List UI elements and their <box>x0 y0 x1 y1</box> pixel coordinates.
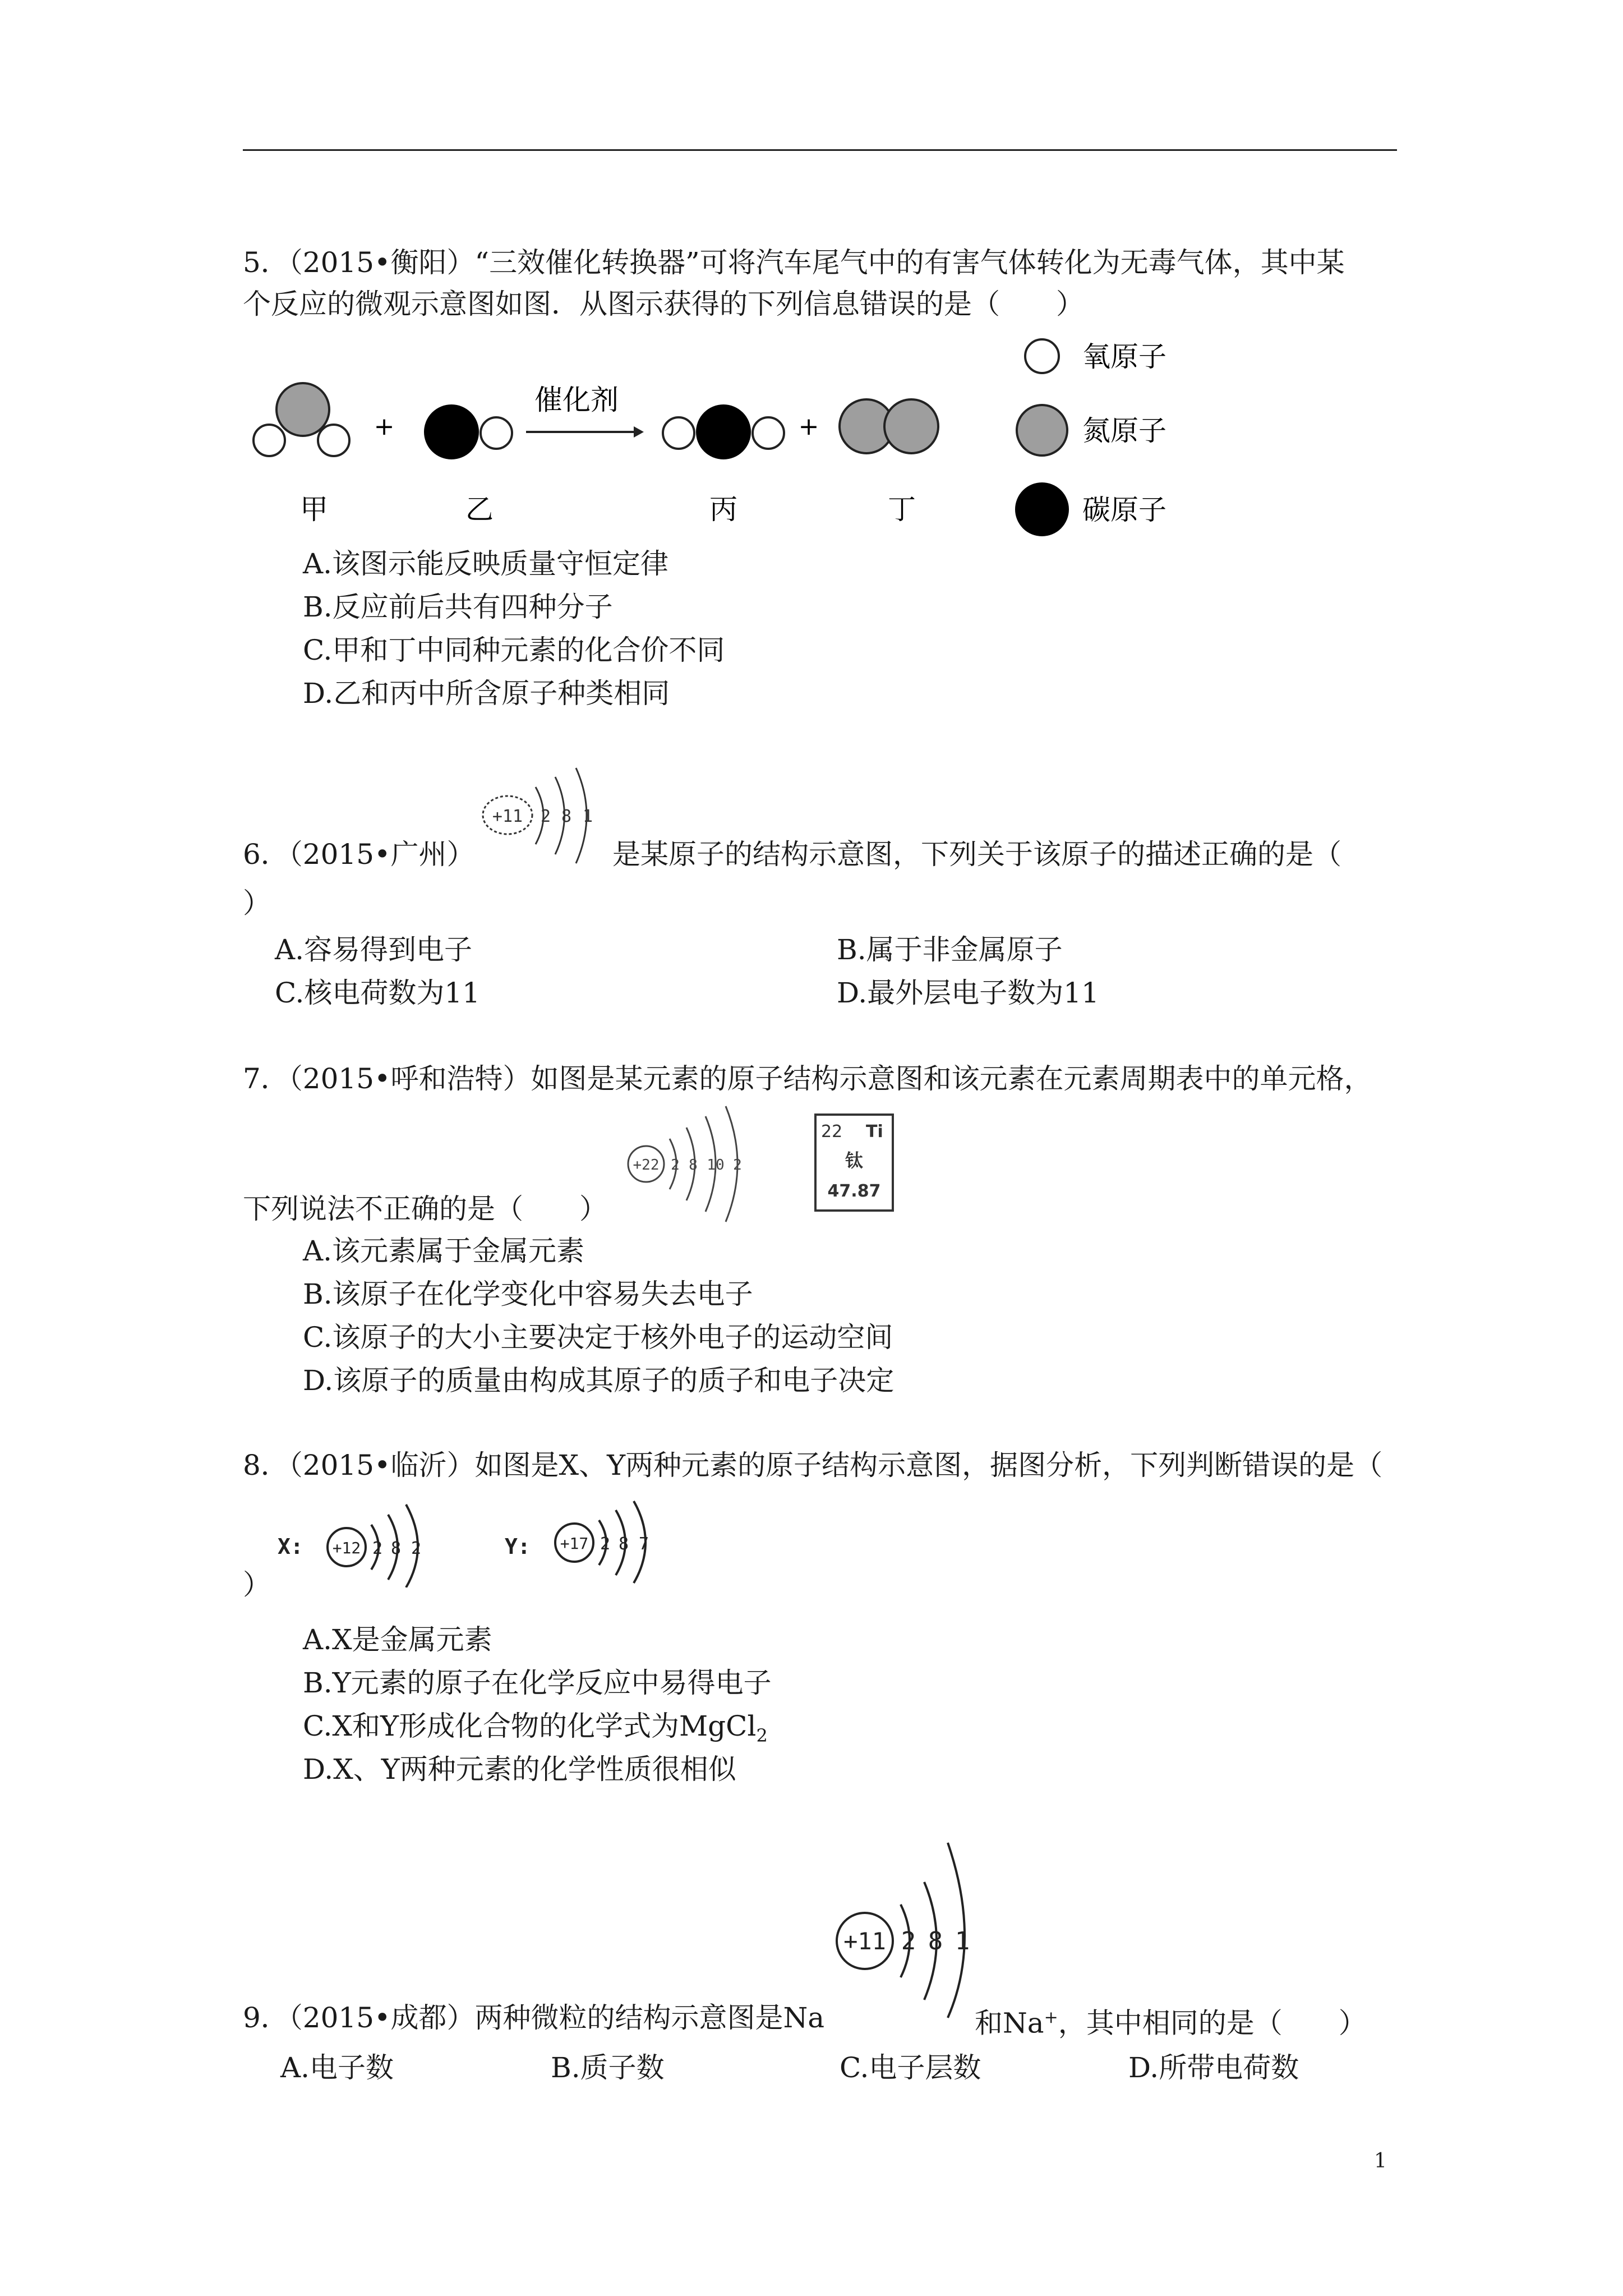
svg-text:2: 2 <box>411 1539 422 1558</box>
q8-stem-line2: ） <box>243 1568 271 1601</box>
q6-stem-line2: ） <box>243 887 271 919</box>
q6-option-a: A.容易得到电子 <box>275 933 473 966</box>
q5-reaction-figure <box>241 325 1195 539</box>
legend-nitrogen <box>1017 405 1166 455</box>
svg-text:8: 8 <box>689 1157 698 1174</box>
q5-stem-line1: 5．（2015•衡阳）“三效催化转换器”可将汽车尾气中的有害气体转化为无毒气体，其中某 <box>243 246 1345 279</box>
y-label: Y: <box>505 1534 531 1559</box>
catalyst-label: 催化剂 <box>534 384 619 416</box>
q6-stem-prefix: 6．（2015•广州） <box>243 838 475 871</box>
svg-text:2: 2 <box>540 807 551 826</box>
svg-text:+11: +11 <box>843 1927 886 1955</box>
label-bing: 丙 <box>709 493 737 526</box>
q9-atom-diagram <box>829 1837 992 2022</box>
q6-option-d: D.最外层电子数为11 <box>837 977 1099 1009</box>
q8-option-c: C.X和Y形成化合物的化学式为MgCl$_2$ <box>303 1710 768 1746</box>
svg-text:1: 1 <box>582 807 593 826</box>
molecule-ding <box>840 399 938 453</box>
svg-text:7: 7 <box>638 1534 649 1554</box>
q6-option-c: C.核电荷数为11 <box>275 977 480 1009</box>
q5-stem-line2: 个反应的微观示意图如图．从图示获得的下列信息错误的是（ ） <box>243 288 1084 320</box>
q7-option-b: B.该原子在化学变化中容易失去电子 <box>303 1278 753 1310</box>
svg-text:2: 2 <box>901 1927 916 1955</box>
q9-option-c: C.电子层数 <box>840 2051 981 2084</box>
svg-text:1: 1 <box>955 1927 970 1955</box>
svg-text:+11: +11 <box>492 807 523 826</box>
legend-oxygen <box>1025 339 1166 373</box>
svg-text:10: 10 <box>707 1157 725 1174</box>
cell-atomic-number: 22 <box>821 1122 843 1142</box>
q7-stem-line2: 下列说法不正确的是（ ） <box>243 1193 607 1225</box>
q7-periodic-table-cell <box>814 1114 894 1212</box>
label-yi: 乙 <box>465 493 494 526</box>
q9-option-b: B.质子数 <box>551 2051 665 2084</box>
svg-text:2: 2 <box>671 1157 680 1174</box>
molecule-jia <box>253 383 349 456</box>
cell-atomic-mass: 47.87 <box>827 1181 881 1201</box>
reaction-arrowhead <box>634 426 644 438</box>
label-ding: 丁 <box>888 493 916 526</box>
q8-atom-diagrams <box>275 1498 701 1588</box>
q9-option-a: A.电子数 <box>280 2051 394 2084</box>
molecule-bing <box>663 406 784 458</box>
q5-option-a: A.该图示能反映质量守恒定律 <box>303 547 669 580</box>
q7-atom-diagram <box>621 1099 756 1223</box>
svg-text:2: 2 <box>372 1539 383 1558</box>
x-label: X: <box>278 1534 303 1559</box>
cell-symbol: Ti <box>866 1122 883 1142</box>
svg-text:8: 8 <box>390 1539 402 1558</box>
svg-text:8: 8 <box>618 1534 629 1554</box>
svg-text:2: 2 <box>733 1157 742 1174</box>
label-jia: 甲 <box>300 493 328 526</box>
subscript-2: 2 <box>756 1725 768 1746</box>
q5-option-c: C.甲和丁中同种元素的化合价不同 <box>303 634 725 666</box>
q8-option-d: D.X、Y两种元素的化学性质很相似 <box>303 1753 736 1786</box>
q9-stem-prefix: 9．（2015•成都）两种微粒的结构示意图是Na <box>243 2001 825 2034</box>
svg-text:氧原子: 氧原子 <box>1082 341 1166 373</box>
svg-text:碳原子: 碳原子 <box>1082 494 1166 526</box>
legend-carbon <box>1016 484 1166 535</box>
svg-text:+17: +17 <box>560 1534 589 1553</box>
q7-stem-line1: 7．（2015•呼和浩特）如图是某元素的原子结构示意图和该元素在元素周期表中的单元格， <box>243 1062 1372 1095</box>
plus-sign-1: + <box>374 412 395 441</box>
page-number: 1 <box>1374 2150 1387 2173</box>
svg-text:+12: +12 <box>332 1539 361 1557</box>
q7-option-c: C.该原子的大小主要决定于核外电子的运动空间 <box>303 1321 893 1354</box>
q5-option-b: B.反应前后共有四种分子 <box>303 591 613 623</box>
svg-text:8: 8 <box>561 807 572 826</box>
svg-text:氮原子: 氮原子 <box>1082 415 1166 447</box>
q6-stem-suffix: 是某原子的结构示意图，下列关于该原子的描述正确的是（ <box>612 838 1341 871</box>
plus-sign-2: + <box>798 412 819 441</box>
q9-stem-suffix: 和Na+，其中相同的是（ ） <box>975 2007 1367 2040</box>
q5-option-d: D.乙和丙中所含原子种类相同 <box>303 677 670 710</box>
q9-option-d: D.所带电荷数 <box>1128 2051 1299 2084</box>
cell-name: 钛 <box>845 1150 864 1171</box>
q7-option-a: A.该元素属于金属元素 <box>303 1235 585 1267</box>
svg-text:8: 8 <box>928 1927 943 1955</box>
svg-text:+22: +22 <box>633 1157 660 1174</box>
q6-option-b: B.属于非金属原子 <box>837 933 1063 966</box>
q6-atom-diagram <box>479 760 614 867</box>
header-rule <box>243 149 1397 151</box>
molecule-yi <box>425 406 512 458</box>
superscript-plus: + <box>1044 2008 1058 2027</box>
q8-option-b: B.Y元素的原子在化学反应中易得电子 <box>303 1667 772 1699</box>
svg-text:2: 2 <box>600 1534 611 1554</box>
q8-option-a: A.X是金属元素 <box>303 1623 492 1656</box>
q8-stem-line1: 8．（2015•临沂）如图是X、Y两种元素的原子结构示意图，据图分析，下列判断错误的是（ <box>243 1449 1383 1481</box>
q7-option-d: D.该原子的质量由构成其原子的质子和电子决定 <box>303 1364 895 1397</box>
